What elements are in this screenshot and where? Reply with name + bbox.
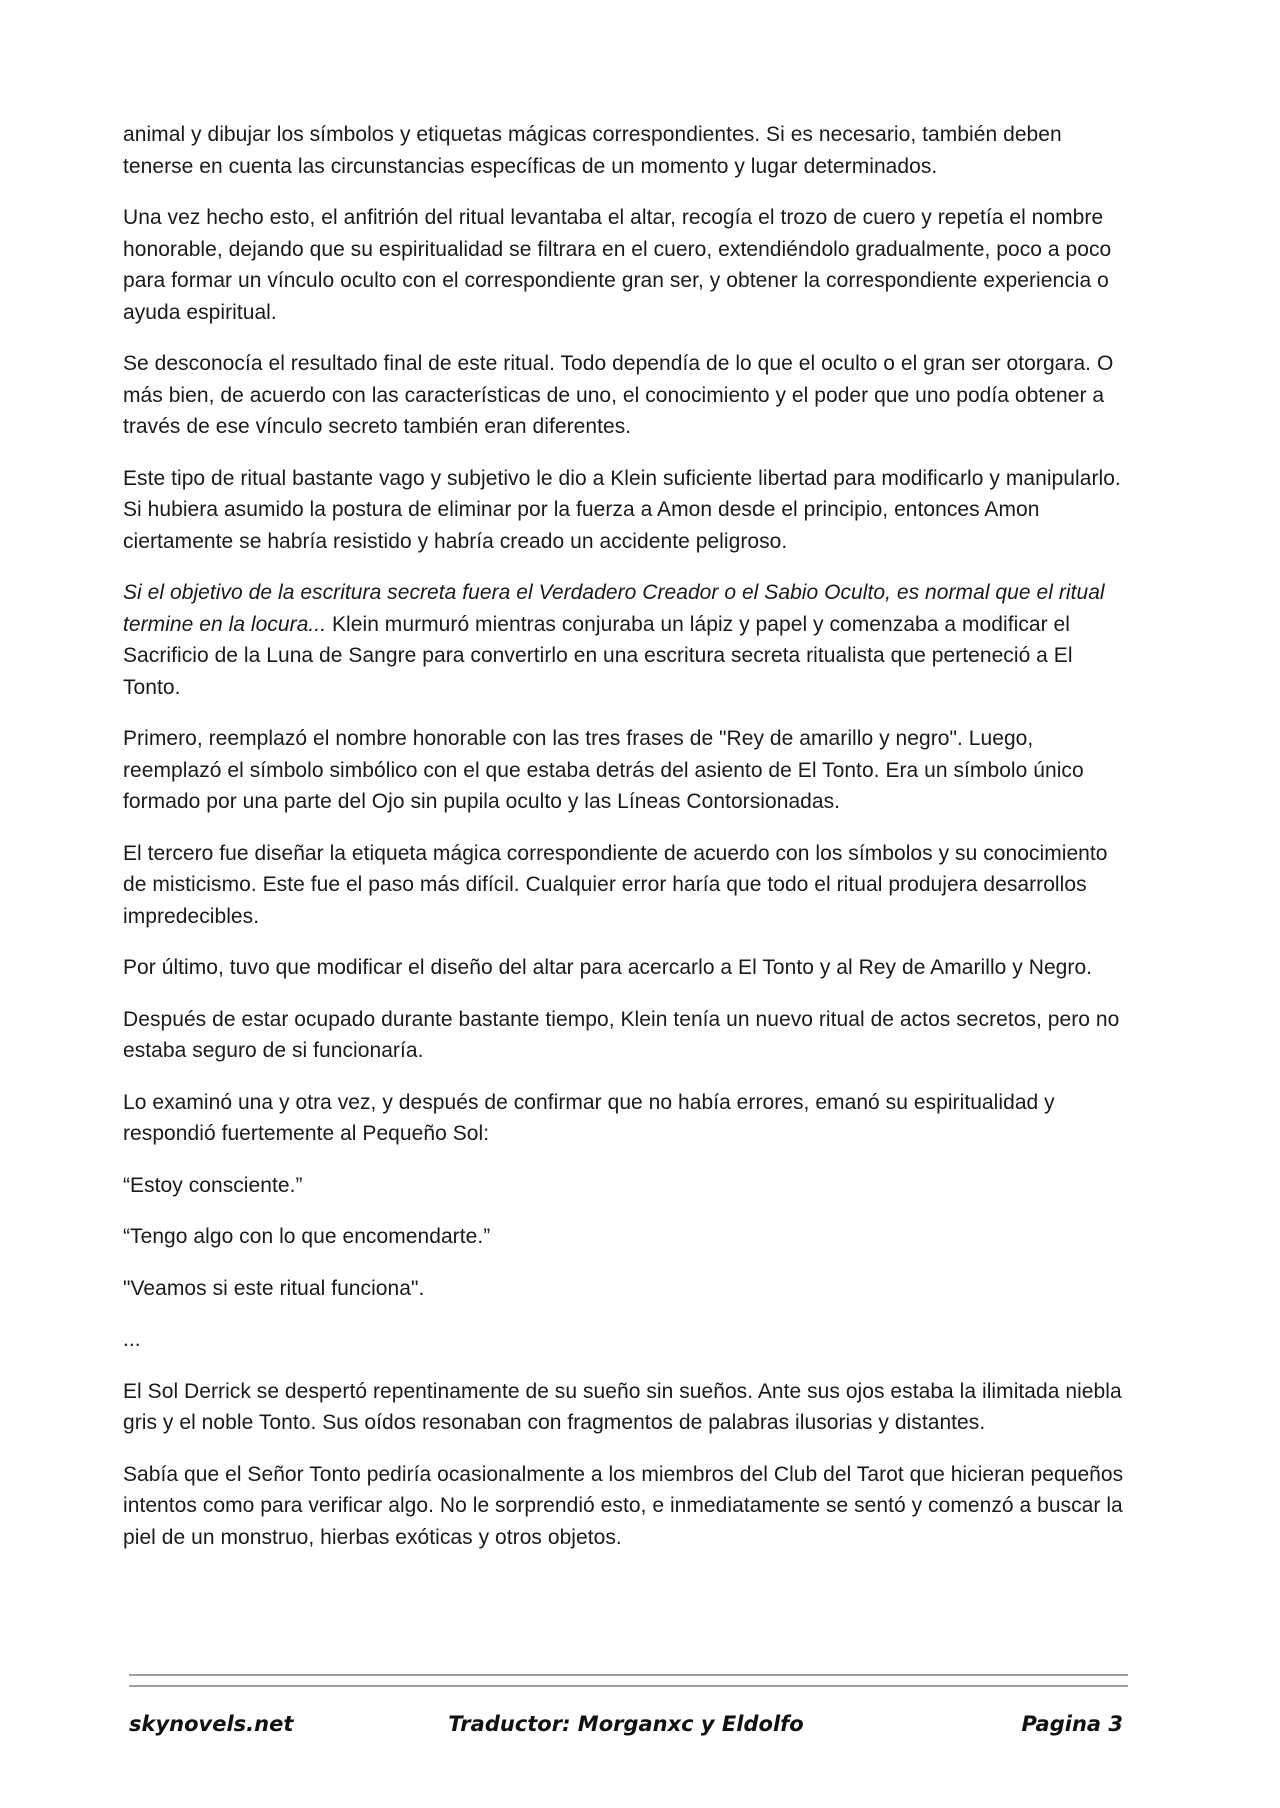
paragraph-3: Se desconocía el resultado final de este ritual. Todo dependía de lo que el oculto o el gran ser otorgara. O más bien, de acuerdo con las características de uno, el conocimiento y el poder que uno podía obtener a través de ese vínculo secreto también eran diferentes. [123,352,1114,438]
footer-divider [129,1674,1128,1696]
paragraph-11: “Estoy consciente.” [123,1173,303,1197]
footer-site: skynovels.net [129,1712,294,1736]
paragraph-8: Por último, tuvo que modificar el diseño del altar para acercarlo a El Tonto y al Rey de Amarillo y Negro. [123,956,1093,979]
paragraph-15: El Sol Derrick se despertó repentinamente de su sueño sin sueños. Ante sus ojos estaba la ilimitada niebla gris y el noble Tonto. Sus oídos resonaban con fragmentos de palabras ilusorias y distantes. [123,1379,1122,1434]
paragraph-13: "Veamos si este ritual funciona". [123,1276,425,1300]
paragraph-12: “Tengo algo con lo que encomendarte.” [123,1225,491,1248]
paragraph-5: Si el objetivo de la escritura secreta fuera el Verdadero Creador o el Sabio Oculto, es normal que el ritual termine en la locura... Klein murmuró mientras conjuraba un lápiz y papel y comenzaba a modificar el Sacrificio de la Luna de Sangre para convertirlo en una escritura secreta ritualista que perteneció a El Tonto. [123,581,1105,699]
paragraph-10: Lo examinó una y otra vez, y después de confirmar que no había errores, emanó su espiritualidad y respondió fuertemente al Pequeño Sol: [123,1090,1055,1145]
italic-thought: Si el objetivo de la escritura secreta fuera el Verdadero Creador o el Sabio Oculto, es normal que el ritual termine en la locura... [123,581,1105,636]
footer-rule-bottom [129,1685,1128,1687]
paragraph-7: El tercero fue diseñar la etiqueta mágica correspondiente de acuerdo con los símbolos y su conocimiento de misticismo. Este fue el paso más difícil. Cualquier error haría que todo el ritual produjera desarrollos impredecibles. [123,841,1108,928]
paragraph-6: Primero, reemplazó el nombre honorable con las tres frases de "Rey de amarillo y negro". Luego, reemplazó el símbolo simbólico con el que estaba detrás del asiento de El Tonto. Era un símbolo único formado por una parte del Ojo sin pupila oculto y las Líneas Contorsionadas. [123,727,1084,813]
page-footer [129,1712,1123,1746]
document-body [123,119,1133,1573]
paragraph-1: animal y dibujar los símbolos y etiquetas mágicas correspondientes. Si es necesario, también deben tenerse en cuenta las circunstancias específicas de un momento y lugar determinados. [123,123,1062,178]
paragraph-16: Sabía que el Señor Tonto pediría ocasionalmente a los miembros del Club del Tarot que hicieran pequeños intentos como para verificar algo. No le sorprendió esto, e inmediatamente se sentó y comenzó a buscar la piel de un monstruo, hierbas exóticas y otros objetos. [123,1462,1124,1549]
paragraph-9: Después de estar ocupado durante bastante tiempo, Klein tenía un nuevo ritual de actos secretos, pero no estaba seguro de si funcionaría. [123,1007,1120,1062]
paragraph-2: Una vez hecho esto, el anfitrión del ritual levantaba el altar, recogía el trozo de cuero y repetía el nombre honorable, dejando que su espiritualidad se filtrara en el cuero, extendiéndolo gradualmente, poco a poco para formar un vínculo oculto con el correspondiente gran ser, y obtener la correspondiente experiencia o ayuda espiritual. [123,206,1112,324]
footer-rule-top [129,1674,1128,1676]
footer-translator: Traductor: Morganxc y Eldolfo [448,1712,804,1736]
paragraph-4: Este tipo de ritual bastante vago y subjetivo le dio a Klein suficiente libertad para modificarlo y manipularlo. Si hubiera asumido la postura de eliminar por la fuerza a Amon desde el principio, entonces Amon ciertamente se habría resistido y habría creado un accidente peligroso. [123,466,1121,553]
footer-page-number: Pagina 3 [1021,1712,1123,1736]
paragraph-14: ... [123,1328,141,1351]
